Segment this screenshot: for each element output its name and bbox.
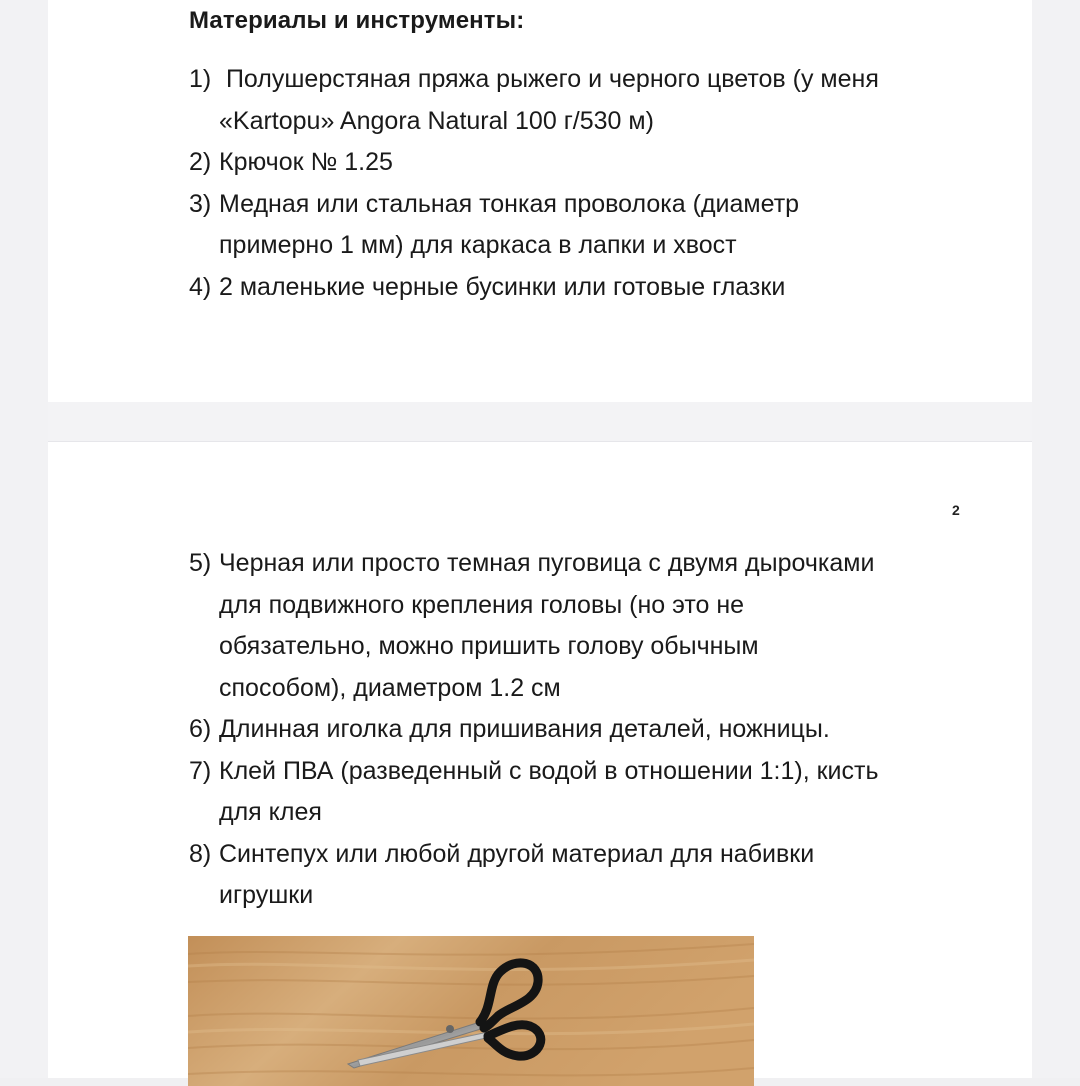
list-item-number: 3) [189,189,212,218]
list-item-number: 6) [189,715,212,743]
document-page-1 [48,0,1032,402]
list-item [189,184,879,267]
list-item [189,834,879,917]
list-item [189,543,879,709]
list-item-text: для подвижного крепления головы (но это не [219,590,745,619]
viewer-left-margin [0,0,48,1078]
list-item-text: Медная или стальная тонкая проволока (диаметр [219,189,800,218]
scissors-photo [188,936,754,1086]
list-item-text: Клей ПВА (разведенный с водой в отношении 1:1), кисть [219,756,879,785]
list-item [189,59,879,142]
page-separator [48,402,1032,442]
list-item-text: Черная или просто темная пуговица с двумя дырочками [219,549,875,577]
list-item-text: Длинная иголка для пришивания деталей, ножницы. [219,715,830,743]
list-item-number: 2) [189,148,212,176]
list-item-number: 8) [189,839,212,868]
list-item-number: 4) [189,272,212,301]
list-item-number: 5) [189,549,212,577]
list-item-text: 2 маленькие черные бусинки или готовые глазки [219,272,786,301]
list-item-text: Крючок № 1.25 [219,148,393,176]
materials-list-page-1 [189,59,879,308]
list-item [189,751,879,834]
list-item [189,709,879,751]
list-item-text: игрушки [219,881,314,909]
page-number: 2 [952,502,960,518]
list-item-number: 1) [189,65,212,93]
viewer-right-margin [1032,0,1080,1078]
materials-list-page-2 [189,543,879,917]
list-item [189,267,879,309]
list-item-text: обязательно, можно пришить голову обычным [219,632,759,660]
list-item-number: 7) [189,756,212,785]
list-item-text: Синтепух или любой другой материал для набивки [219,839,815,868]
document-page-2 [48,442,1032,1078]
section-heading: Материалы и инструменты: [189,7,525,34]
list-item-text: Полушерстяная пряжа рыжего и черного цветов (у меня [219,65,879,93]
list-item-text: для клея [219,798,322,826]
list-item-text: способом), диаметром 1.2 см [219,673,561,702]
list-item-text: примерно 1 мм) для каркаса в лапки и хвост [219,231,737,259]
list-item-text: «Kartopu» Angora Natural 100 г/530 м) [219,106,654,135]
list-item [189,142,879,184]
